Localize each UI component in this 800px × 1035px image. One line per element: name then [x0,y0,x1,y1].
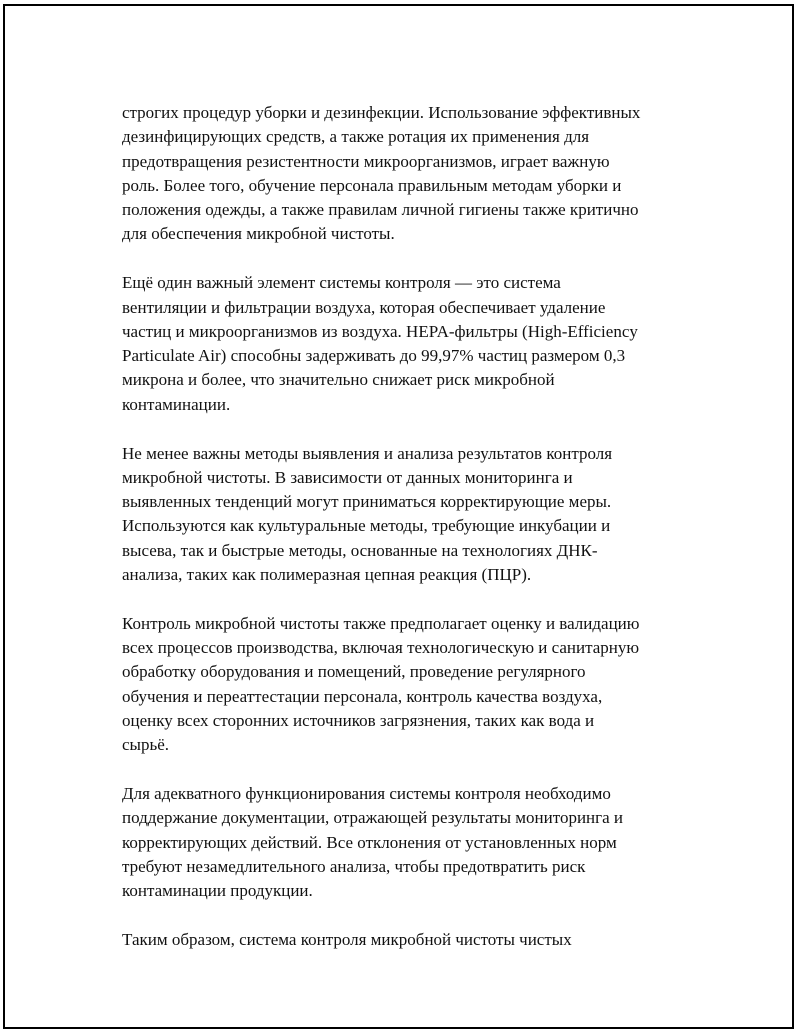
paragraph [122,928,697,952]
text-line: микробной чистоты. В зависимости от данных мониторинга и [122,467,573,487]
text-line: частиц и микроорганизмов из воздуха. HEPA-фильтры (High-Efficiency [122,321,638,341]
text-line: всех процессов производства, включая технологическую и санитарную [122,638,640,658]
text-line: Используются как культуральные методы, требующие инкубации и [122,516,611,536]
text-line: обучения и переаттестации персонала, контроль качества воздуха, [122,686,603,706]
text-line: Таким образом, система контроля микробной чистоты чистых [122,930,572,950]
text-line: микрона и более, что значительно снижает риск микробной [122,370,555,390]
paragraph [122,101,697,247]
text-line: оценку всех сторонних источников загрязнения, таких как вода и [122,711,595,731]
text-line: поддержание документации, отражающей результаты мониторинга и [122,808,624,828]
text-line: дезинфицирующих средств, а также ротация их применения для [122,127,590,147]
text-line: корректирующих действий. Все отклонения от установленных норм [122,832,617,852]
text-line: обработку оборудования и помещений, проведение регулярного [122,662,586,682]
text-line: требуют незамедлительного анализа, чтобы предотвратить риск [122,857,586,877]
text-line: Ещё один важный элемент системы контроля — это система [122,273,561,293]
document-body [122,101,697,977]
paragraph [122,442,697,588]
text-line: Particulate Air) способны задерживать до 99,97% частиц размером 0,3 [122,346,626,366]
text-line: предотвращения резистентности микроорганизмов, играет важную [122,151,610,171]
text-line: выявленных тенденций могут приниматься корректирующие меры. [122,492,612,512]
text-line: контаминации продукции. [122,881,313,901]
text-line: для обеспечения микробной чистоты. [122,224,395,244]
text-line: контаминации. [122,394,231,414]
text-line: Контроль микробной чистоты также предполагает оценку и валидацию [122,613,640,633]
text-line: Для адекватного функционирования системы контроля необходимо [122,784,611,804]
text-line: анализа, таких как полимеразная цепная реакция (ПЦР). [122,565,532,585]
text-line: сырьё. [122,735,170,755]
text-line: положения одежды, а также правилам личной гигиены также критично [122,200,639,220]
text-line: Не менее важны методы выявления и анализа результатов контроля [122,443,613,463]
text-line: роль. Более того, обучение персонала правильным методам уборки и [122,175,622,195]
text-line: строгих процедур уборки и дезинфекции. Использование эффективных [122,103,641,122]
paragraph [122,612,697,758]
paragraph [122,271,697,417]
paragraph [122,782,697,903]
text-line: вентиляции и фильтрации воздуха, которая обеспечивает удаление [122,297,606,317]
text-line: высева, так и быстрые методы, основанные на технологиях ДНК- [122,540,598,560]
page-frame [3,4,794,1029]
